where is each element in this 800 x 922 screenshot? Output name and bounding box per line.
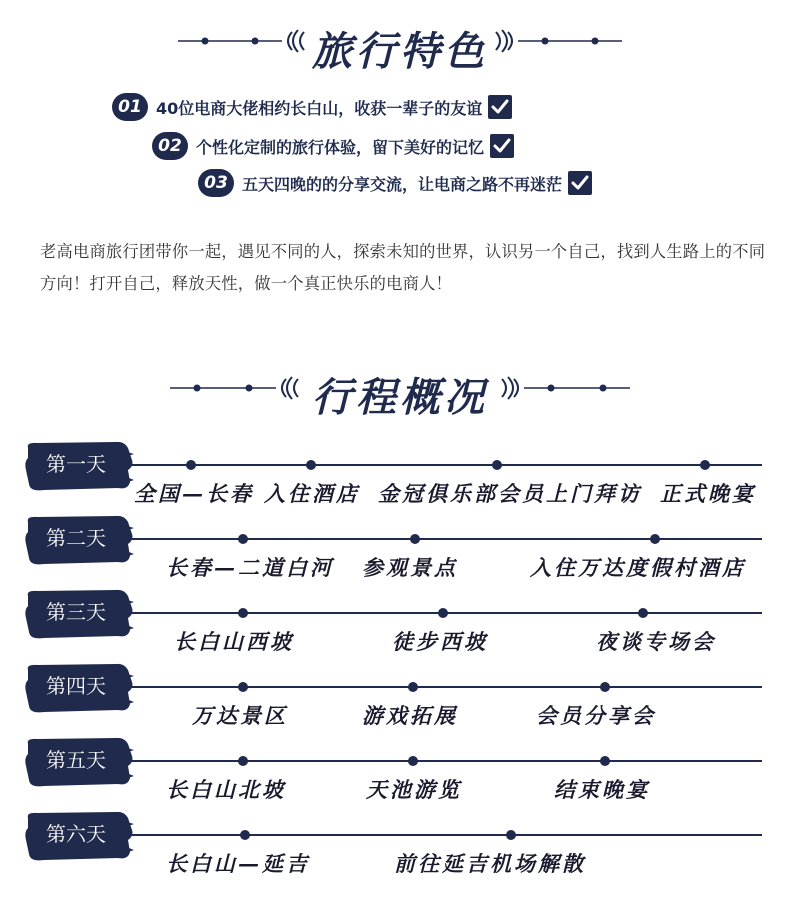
timeline-dot <box>408 756 418 766</box>
day-row-3 <box>0 588 800 662</box>
features-section-header <box>0 14 800 74</box>
intro-paragraph: 老高电商旅行团带你一起，遇见不同的人，探索未知的世界，认识另一个自己，找到人生路上的不同方向！打开自己，释放天性，做一个真正快乐的电商人！ <box>40 242 766 293</box>
feature-item-3 <box>198 168 592 198</box>
day-label: 第五天 <box>46 748 106 772</box>
activity-text: 全国—长春 <box>134 481 254 506</box>
feature-text: 40位电商大佬相约长白山，收获一辈子的友谊 <box>156 98 483 118</box>
timeline-dot <box>238 534 248 544</box>
timeline-dot <box>700 460 710 470</box>
day-row-6 <box>0 810 800 884</box>
timeline-dot <box>240 830 250 840</box>
feature-number-badge: 02 <box>152 132 188 160</box>
day-row-1 <box>0 440 800 514</box>
check-icon <box>568 171 592 195</box>
timeline-line <box>128 538 762 540</box>
activity-text: 金冠俱乐部会员上门拜访 <box>378 481 642 506</box>
day-badge <box>24 662 134 716</box>
timeline-dot <box>238 682 248 692</box>
feature-number-badge: 03 <box>198 169 234 197</box>
day-row-4 <box>0 662 800 736</box>
activity-text: 前往延吉机场解散 <box>394 851 586 876</box>
activity-text: 会员分享会 <box>536 703 656 728</box>
activity-text: 徒步西坡 <box>392 629 488 654</box>
day-label: 第六天 <box>46 822 106 846</box>
day-badge <box>24 736 134 790</box>
day-badge <box>24 588 134 642</box>
activity-text: 正式晚宴 <box>660 481 756 506</box>
timeline-line <box>128 464 762 466</box>
day-label: 第三天 <box>46 600 106 624</box>
timeline-line <box>128 760 762 762</box>
timeline-dot <box>306 460 316 470</box>
feature-text: 五天四晚的的分享交流，让电商之路不再迷茫 <box>242 174 563 194</box>
activity-text: 长春—二道白河 <box>166 555 334 580</box>
day-row-5 <box>0 736 800 810</box>
feature-item-1 <box>112 92 512 122</box>
timeline-dot <box>238 608 248 618</box>
timeline-dot <box>638 608 648 618</box>
day-label: 第四天 <box>46 674 106 698</box>
activity-text: 入住酒店 <box>264 481 360 506</box>
activity-text: 参观景点 <box>362 555 458 580</box>
activity-text: 结束晚宴 <box>554 777 650 802</box>
activity-text: 入住万达度假村酒店 <box>530 555 746 580</box>
activity-text: 长白山—延吉 <box>166 851 310 876</box>
timeline-dot <box>600 682 610 692</box>
timeline-dot <box>408 682 418 692</box>
day-badge <box>24 810 134 864</box>
timeline-dot <box>186 460 196 470</box>
timeline-dot <box>650 534 660 544</box>
day-badge <box>24 440 134 494</box>
activity-text: 夜谈专场会 <box>596 629 716 654</box>
activity-text: 万达景区 <box>192 703 288 728</box>
feature-number-badge: 01 <box>112 93 148 121</box>
timeline-dot <box>438 608 448 618</box>
day-badge <box>24 514 134 568</box>
activity-text: 长白山北坡 <box>166 777 286 802</box>
check-icon <box>490 134 514 158</box>
timeline-dot <box>506 830 516 840</box>
timeline-dot <box>238 756 248 766</box>
itinerary-title: 行程概况 <box>312 374 488 421</box>
timeline-dot <box>410 534 420 544</box>
activity-text: 游戏拓展 <box>362 703 458 728</box>
check-icon <box>488 95 512 119</box>
day-row-2 <box>0 514 800 588</box>
itinerary-section-header <box>0 360 800 420</box>
activity-text: 天池游览 <box>366 777 462 802</box>
features-title: 旅行特色 <box>312 28 488 75</box>
timeline-dot <box>492 460 502 470</box>
day-label: 第一天 <box>46 452 106 476</box>
timeline-dot <box>600 756 610 766</box>
feature-item-2 <box>152 131 514 161</box>
timeline-line <box>128 686 762 688</box>
activity-text: 长白山西坡 <box>174 629 294 654</box>
feature-text: 个性化定制的旅行体验，留下美好的记忆 <box>196 137 485 157</box>
day-label: 第二天 <box>46 526 106 550</box>
timeline-line <box>128 834 762 836</box>
